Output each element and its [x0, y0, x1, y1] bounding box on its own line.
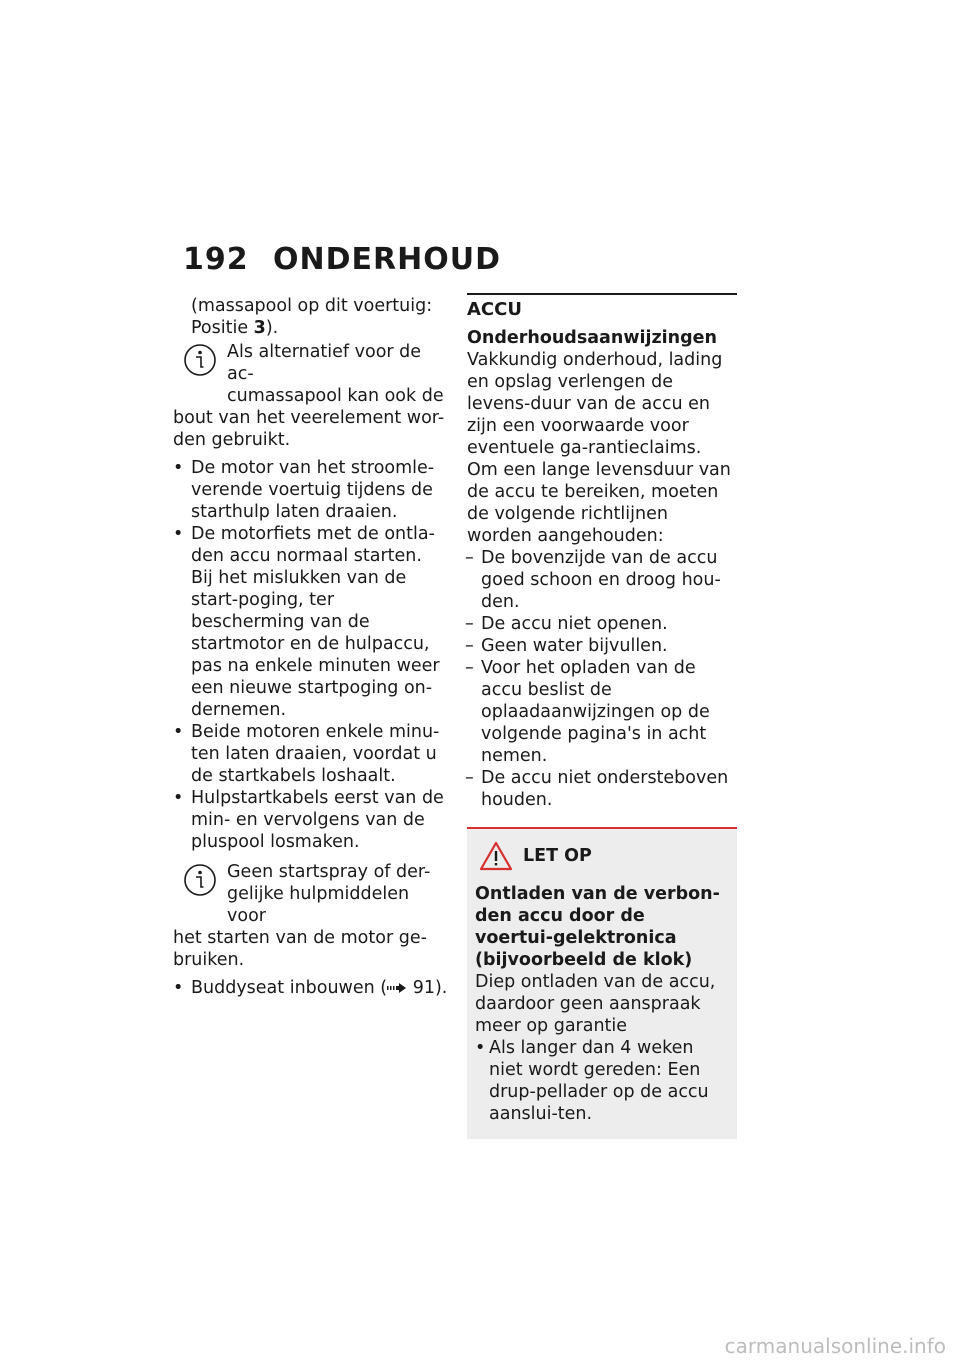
- warning-text: Diep ontladen van de accu, daardoor geen aanspraak meer op garantie: [475, 972, 716, 1036]
- list-item: • De motor van het stroomle-verende voertuig tijdens de starthulp laten draaien.: [173, 457, 448, 523]
- list-item: • Hulpstartkabels eerst van de min- en vervolgens van de pluspool losmaken.: [173, 787, 448, 853]
- reference-suffix: 91).: [407, 978, 448, 998]
- warning-box: [467, 827, 737, 1139]
- left-column: [173, 295, 448, 999]
- note-line-1: Als alternatief voor de ac-: [227, 342, 422, 384]
- paragraph: Vakkundig onderhoud, lading en opslag verlengen de levens-duur van de accu en zijn een voorwaarde voor eventuele ga-rantieclaims.: [467, 350, 723, 458]
- page-number: 192: [183, 242, 249, 277]
- info-note: [173, 341, 448, 451]
- list-item: • Beide motoren enkele minu-ten laten draaien, voordat u de startkabels loshaalt.: [173, 721, 448, 787]
- warning-header: [479, 841, 727, 871]
- continuation-line-1: (massapool op dit voertuig:: [191, 296, 433, 316]
- warning-bullet: • Als langer dan 4 weken niet wordt gereden: Een drup-pellader op de accu aanslui-ten.: [475, 1037, 727, 1125]
- chapter-title: ONDERHOUD: [273, 242, 501, 277]
- right-column: [467, 293, 737, 1139]
- position-number: 3: [253, 318, 266, 338]
- warning-triangle-icon: [479, 841, 513, 871]
- list-item: – De accu niet ondersteboven houden.: [467, 767, 737, 811]
- page-reference-arrow-icon: [387, 982, 407, 994]
- list-item: – Voor het opladen van de accu beslist de oplaadaanwijzingen op de volgende pagina's in acht nemen.: [467, 657, 737, 767]
- list-item: – De bovenzijde van de accu goed schoon en droog hou-den.: [467, 547, 737, 613]
- list-item-page-reference: [173, 977, 448, 999]
- info-icon: [183, 343, 217, 377]
- list-item: – Geen water bijvullen.: [467, 635, 737, 657]
- warning-title: Ontladen van de verbon-den accu door de voertui-gelektronica (bijvoorbeeld de klok): [475, 884, 720, 970]
- warning-label: LET OP: [523, 846, 592, 866]
- position-prefix: Positie: [191, 318, 254, 338]
- reference-prefix: Buddyseat inbouwen (: [191, 978, 388, 998]
- note-rest: bout van het veerelement wor-den gebruikt.: [173, 408, 445, 450]
- note-line-2: gelijke hulpmiddelen voor: [227, 884, 410, 926]
- section-divider: [467, 293, 737, 295]
- info-icon: [183, 863, 217, 897]
- continuation-text: [173, 295, 448, 339]
- info-note: [173, 861, 448, 971]
- note-line-2: cumassapool kan ook de: [227, 386, 444, 406]
- position-suffix: ).: [265, 318, 279, 338]
- list-item: – De accu niet openen.: [467, 613, 737, 635]
- watermark: carmanualsonline.info: [724, 1334, 946, 1358]
- paragraph: Om een lange levensduur van de accu te bereiken, moeten de volgende richtlijnen worden aangehouden:: [467, 460, 731, 546]
- note-line-1: Geen startspray of der-: [227, 862, 431, 882]
- subsection-title: Onderhoudsaanwijzingen: [467, 328, 717, 348]
- note-rest: het starten van de motor ge-bruiken.: [173, 928, 427, 970]
- list-item: • De motorfiets met de ontla-den accu normaal starten. Bij het mislukken van de start-poging, ter bescherming van de startmotor en de hulpaccu, pas na enkele minuten weer een nieuwe startpoging on-dernemen.: [173, 523, 448, 721]
- page-header: [183, 242, 501, 277]
- section-title: ACCU: [467, 299, 522, 320]
